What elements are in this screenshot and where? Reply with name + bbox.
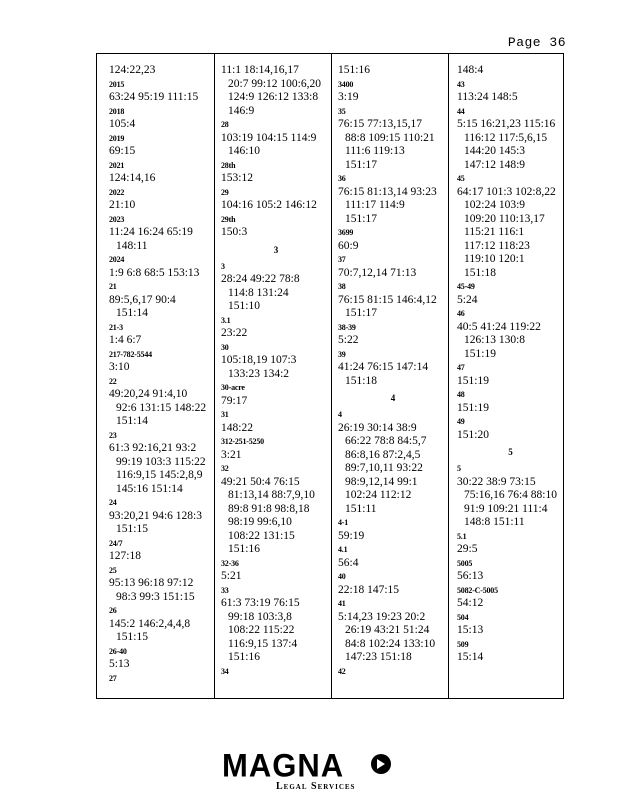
page-line-reference: 5:15 16:21,23 115:16 — [457, 118, 556, 130]
page-line-reference: 151:19 — [457, 374, 489, 387]
index-column-1 — [97, 54, 214, 698]
page-line-reference: 88:8 109:15 110:21 — [345, 131, 435, 144]
index-term: 41 — [338, 599, 346, 608]
page-line-reference: 5:22 — [338, 334, 359, 346]
index-term: 312-251-5250 — [221, 437, 264, 446]
page-number: Page 36 — [507, 35, 566, 50]
page-line-reference: 95:13 96:18 97:12 — [109, 577, 194, 589]
index-term: 45 — [457, 174, 465, 183]
page-line-reference: 30:22 38:9 73:15 — [457, 475, 536, 488]
page-line-reference: 89:8 91:8 98:8,18 — [228, 502, 310, 515]
page-line-reference: 151:17 — [345, 212, 377, 225]
magna-logo — [222, 747, 402, 792]
index-term: 28 — [221, 120, 229, 129]
index-term: 25 — [109, 565, 117, 575]
page-line-reference: 151:16 — [338, 64, 370, 76]
index-frame — [96, 53, 564, 699]
index-term: 37 — [338, 255, 346, 264]
index-term: 43 — [457, 79, 465, 89]
index-term: 31 — [221, 410, 229, 419]
index-term: 38 — [338, 282, 346, 291]
page-line-reference: 145:16 151:14 — [116, 482, 183, 495]
page-line-reference: 151:19 — [464, 347, 496, 360]
index-term: 24 — [109, 498, 117, 507]
page-line-reference: 151:18 — [464, 266, 496, 279]
page-line-reference: 124:22,23 — [109, 64, 156, 76]
page-line-reference: 151:16 — [228, 543, 260, 555]
logo-wordmark: MAGNA — [222, 747, 345, 784]
page-line-reference: 11:24 16:24 65:19 — [109, 226, 193, 238]
index-term: 217-782-5544 — [109, 349, 152, 359]
index-term: 44 — [457, 106, 465, 116]
page-line-reference: 15:14 — [457, 651, 484, 663]
page-line-reference: 105:18,19 107:3 — [221, 354, 297, 366]
page-line-reference: 5:14,23 19:23 20:2 — [338, 610, 426, 623]
page-line-reference: 151:17 — [345, 158, 377, 171]
page-line-reference: 99:18 103:3,8 — [228, 610, 292, 623]
page-line-reference: 102:24 103:9 — [464, 199, 526, 211]
index-term: 3400 — [338, 79, 354, 89]
index-term: 32 — [221, 464, 229, 473]
index-term: 46 — [457, 309, 465, 318]
page-line-reference: 115:21 116:1 — [464, 226, 525, 238]
index-term: 504 — [457, 612, 469, 622]
index-term: 4 — [338, 410, 342, 419]
page-line-reference: 104:16 105:2 146:12 — [221, 199, 317, 211]
page-line-reference: 151:17 — [345, 307, 377, 319]
page-line-reference: 49:20,24 91:4,10 — [109, 388, 188, 400]
index-term: 28th — [221, 160, 236, 170]
page-line-reference: 5:13 — [109, 658, 130, 670]
index-term: 23 — [109, 430, 117, 440]
page-line-reference: 89:5,6,17 90:4 — [109, 293, 176, 306]
page-line-reference: 148:22 — [221, 421, 253, 434]
page-line-reference: 116:12 117:5,6,15 — [464, 131, 548, 144]
index-term: 2023 — [109, 214, 125, 224]
page-line-reference: 151:10 — [228, 300, 260, 312]
page-line-reference: 103:19 104:15 114:9 — [221, 131, 317, 144]
index-term: 26 — [109, 606, 117, 615]
index-term: 29th — [221, 214, 236, 224]
page-line-reference: 54:12 — [457, 597, 484, 609]
page-line-reference: 98:19 99:6,10 — [228, 516, 292, 528]
page-line-reference: 1:4 6:7 — [109, 334, 142, 346]
index-term: 3.1 — [221, 315, 231, 325]
page-line-reference: 111:6 119:13 — [345, 145, 405, 157]
page-line-reference: 5:21 — [221, 570, 242, 582]
page-line-reference: 119:10 120:1 — [464, 253, 525, 265]
page-line-reference: 127:18 — [109, 550, 141, 562]
page-line-reference: 89:7,10,11 93:22 — [345, 462, 423, 474]
page-line-reference: 145:2 146:2,4,4,8 — [109, 617, 191, 630]
index-term: 35 — [338, 106, 346, 116]
page-line-reference: 151:18 — [345, 374, 377, 387]
page-line-reference: 5:24 — [457, 293, 478, 306]
page-line-reference: 81:13,14 88:7,9,10 — [228, 489, 315, 501]
page-line-reference: 3:10 — [109, 361, 130, 373]
page-line-reference: 56:13 — [457, 570, 484, 582]
logo-tagline: Legal Services — [276, 781, 356, 792]
index-term: 36 — [338, 174, 346, 183]
page-line-reference: 22:18 147:15 — [338, 583, 400, 596]
page-line-reference: 124:9 126:12 133:8 — [228, 91, 319, 103]
page-line-reference: 40:5 41:24 119:22 — [457, 320, 541, 333]
index-term: 509 — [457, 639, 469, 649]
page-line-reference: 148:4 — [457, 64, 484, 76]
page-line-reference: 64:17 101:3 102:8,22 — [457, 185, 556, 198]
index-term: 3 — [221, 261, 225, 271]
page-line-reference: 151:14 — [116, 415, 148, 427]
index-term: 45-49 — [457, 282, 475, 291]
index-term: 40 — [338, 572, 346, 581]
page-line-reference: 49:21 50:4 76:15 — [221, 475, 300, 488]
page-line-reference: 151:16 — [228, 651, 260, 663]
page-line-reference: 15:13 — [457, 624, 484, 636]
index-column-3 — [331, 54, 448, 698]
index-term: 2022 — [109, 187, 125, 197]
index-term: 22 — [109, 376, 117, 386]
page-line-reference: 151:11 — [345, 502, 377, 515]
index-term: 2015 — [109, 79, 125, 89]
index-term: 49 — [457, 417, 465, 426]
index-term: 27 — [109, 673, 117, 683]
page-line-reference: 144:20 145:3 — [464, 145, 526, 157]
section-header: 5 — [508, 447, 513, 457]
page-line-reference: 21:10 — [109, 199, 136, 211]
index-term: 38-39 — [338, 322, 356, 332]
index-term: 39 — [338, 349, 346, 359]
section-header: 4 — [390, 393, 396, 403]
page-line-reference: 76:15 81:13,14 93:23 — [338, 185, 437, 198]
page-line-reference: 66:22 78:8 84:5,7 — [345, 435, 427, 447]
page-line-reference: 114:8 131:24 — [228, 286, 289, 299]
index-term: 4.1 — [338, 545, 348, 554]
page-line-reference: 151:20 — [457, 428, 489, 441]
index-term: 34 — [221, 666, 229, 676]
index-term: 2024 — [109, 255, 125, 264]
page-line-reference: 75:16,16 76:4 88:10 — [464, 489, 557, 501]
index-term: 2019 — [109, 133, 125, 143]
page-line-reference: 56:4 — [338, 556, 359, 569]
page-line-reference: 28:24 49:22 78:8 — [221, 273, 300, 285]
page-line-reference: 29:5 — [457, 543, 478, 555]
page-line-reference: 124:14,16 — [109, 172, 156, 184]
page-line-reference: 105:4 — [109, 118, 136, 130]
page-line-reference: 26:19 43:21 51:24 — [345, 624, 430, 636]
page-line-reference: 59:19 — [338, 529, 365, 542]
index-column-4 — [448, 54, 564, 698]
page-line-reference: 133:23 134:2 — [228, 367, 290, 380]
page-line-reference: 23:22 — [221, 327, 248, 339]
index-term: 5.1 — [457, 531, 467, 541]
page-line-reference: 76:15 81:15 146:4,12 — [338, 293, 437, 306]
arrow-icon — [371, 754, 391, 774]
index-term: 30 — [221, 342, 229, 352]
index-term: 47 — [457, 363, 465, 372]
index-term: 30-acre — [221, 383, 245, 392]
page-line-reference: 147:12 148:9 — [464, 158, 526, 171]
page-line-reference: 151:19 — [457, 401, 489, 414]
index-term: 42 — [338, 666, 346, 676]
page-line-reference: 11:1 18:14,16,17 — [221, 64, 299, 76]
page-line-reference: 41:24 76:15 147:14 — [338, 361, 429, 373]
page-line-reference: 146:10 — [228, 145, 260, 157]
page-line-reference: 98:9,12,14 99:1 — [345, 475, 418, 488]
page-line-reference: 20:7 99:12 100:6,20 — [228, 77, 321, 90]
page-line-reference: 92:6 131:15 148:22 — [116, 401, 207, 414]
index-term: 48 — [457, 390, 465, 399]
index-term: 3699 — [338, 228, 354, 237]
page-line-reference: 126:13 130:8 — [464, 334, 526, 346]
page-line-reference: 79:17 — [221, 394, 248, 407]
page-line-reference: 63:24 95:19 111:15 — [109, 91, 199, 103]
page-line-reference: 86:8,16 87:2,4,5 — [345, 448, 421, 461]
section-header: 3 — [273, 244, 279, 255]
page-line-reference: 148:8 151:11 — [464, 516, 525, 528]
page-line-reference: 116:9,15 145:2,8,9 — [116, 469, 203, 481]
page-line-reference: 99:19 103:3 115:22 — [116, 455, 206, 468]
page-line-reference: 151:14 — [116, 307, 148, 319]
page-line-reference: 69:15 — [109, 145, 136, 157]
page-line-reference: 108:22 131:15 — [228, 529, 295, 542]
index-term: 32-36 — [221, 558, 239, 568]
index-term: 33 — [221, 585, 229, 595]
page-line-reference: 1:9 6:8 68:5 153:13 — [109, 266, 200, 279]
page-line-reference: 116:9,15 137:4 — [228, 637, 298, 650]
page-line-reference: 61:3 73:19 76:15 — [221, 597, 300, 609]
page-line-reference: 153:12 — [221, 172, 253, 184]
index-term: 2021 — [109, 160, 125, 170]
page-line-reference: 151:15 — [116, 631, 148, 643]
page-line-reference: 117:12 118:23 — [464, 239, 530, 252]
index-term: 21 — [109, 282, 117, 291]
page-line-reference: 98:3 99:3 151:15 — [116, 590, 195, 603]
page-line-reference: 146:9 — [228, 104, 255, 117]
page-line-reference: 147:23 151:18 — [345, 651, 412, 663]
page-line-reference: 76:15 77:13,15,17 — [338, 118, 423, 130]
page-line-reference: 3:19 — [338, 91, 359, 103]
index-term: 5 — [457, 464, 461, 473]
index-term: 2018 — [109, 106, 125, 116]
page-line-reference: 60:9 — [338, 239, 359, 252]
page-line-reference: 111:17 114:9 — [345, 199, 405, 211]
page-line-reference: 109:20 110:13,17 — [464, 212, 545, 225]
page-line-reference: 84:8 102:24 133:10 — [345, 637, 436, 650]
index-term: 21-3 — [109, 322, 123, 332]
page-line-reference: 151:15 — [116, 523, 148, 535]
index-term: 24/7 — [109, 538, 123, 548]
index-term: 26-40 — [109, 646, 127, 656]
index-column-2 — [214, 54, 331, 698]
page-line-reference: 26:19 30:14 38:9 — [338, 421, 417, 434]
page-line-reference: 102:24 112:12 — [345, 489, 412, 501]
page-line-reference: 70:7,12,14 71:13 — [338, 266, 417, 279]
page-line-reference: 108:22 115:22 — [228, 624, 295, 636]
page-line-reference: 61:3 92:16,21 93:2 — [109, 442, 197, 454]
index-term: 5082-C-5005 — [457, 585, 498, 595]
page-line-reference: 150:3 — [221, 226, 248, 238]
page-line-reference: 113:24 148:5 — [457, 91, 518, 103]
page-line-reference: 91:9 109:21 111:4 — [464, 502, 548, 515]
index-term: 29 — [221, 187, 229, 197]
index-term: 4-1 — [338, 518, 349, 527]
page-line-reference: 93:20,21 94:6 128:3 — [109, 509, 202, 522]
index-term: 5005 — [457, 558, 473, 568]
page-line-reference: 3:21 — [221, 448, 242, 461]
page-line-reference: 148:11 — [116, 239, 148, 252]
